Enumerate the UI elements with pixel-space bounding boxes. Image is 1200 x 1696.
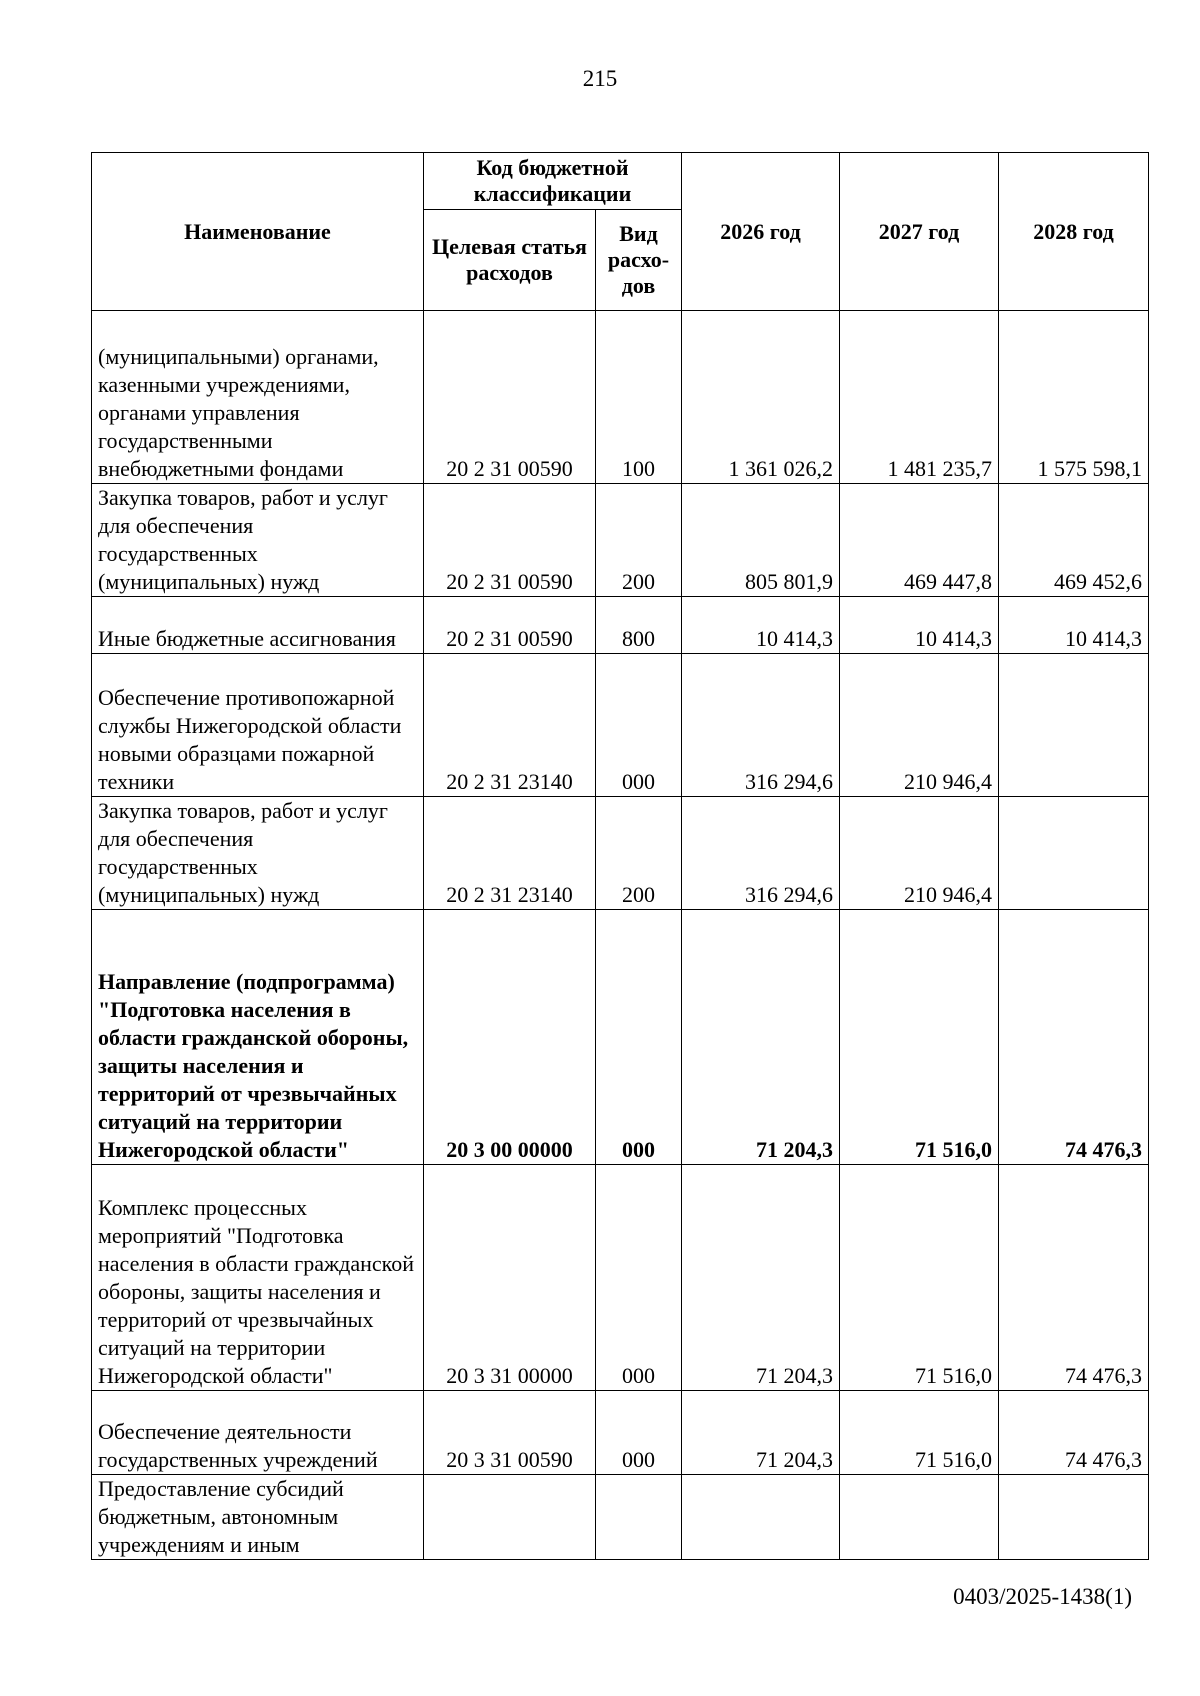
row-target-code: 20 2 31 00590	[424, 311, 596, 484]
row-value-2028	[999, 654, 1149, 797]
row-name: Комплекс процессных мероприятий "Подготовка населения в области гражданской обороны, защиты населения и территорий от чрезвычайных ситуаций на территории Нижегородской области"	[92, 1165, 424, 1391]
table-row	[92, 1391, 1149, 1475]
budget-table	[91, 152, 1149, 1560]
row-name: Иные бюджетные ассигнования	[92, 597, 424, 654]
table-row	[92, 654, 1149, 797]
row-expense-kind: 000	[596, 1165, 682, 1391]
row-target-code	[424, 1475, 596, 1560]
row-value-2028	[999, 1475, 1149, 1560]
row-expense-kind: 000	[596, 910, 682, 1165]
row-value-2028: 10 414,3	[999, 597, 1149, 654]
row-expense-kind: 800	[596, 597, 682, 654]
table-row	[92, 311, 1149, 484]
row-target-code: 20 2 31 23140	[424, 797, 596, 910]
row-value-2027: 71 516,0	[840, 1165, 999, 1391]
row-expense-kind: 000	[596, 1391, 682, 1475]
row-target-code: 20 3 31 00590	[424, 1391, 596, 1475]
table-row	[92, 797, 1149, 910]
header-code-group: Код бюджетной классификации	[424, 153, 682, 210]
header-expense-kind: Вид расхо- дов	[596, 210, 682, 311]
row-value-2026: 316 294,6	[682, 654, 840, 797]
row-target-code: 20 2 31 00590	[424, 597, 596, 654]
row-value-2028: 74 476,3	[999, 910, 1149, 1165]
table-row	[92, 1475, 1149, 1560]
document-registration-code: 0403/2025-1438(1)	[953, 1584, 1132, 1609]
row-expense-kind: 200	[596, 797, 682, 910]
row-value-2028: 469 452,6	[999, 484, 1149, 597]
row-name: Закупка товаров, работ и услуг для обеспечения государственных (муниципальных) нужд	[92, 797, 424, 910]
row-name: Обеспечение деятельности государственных учреждений	[92, 1391, 424, 1475]
table-row	[92, 484, 1149, 597]
table-row	[92, 597, 1149, 654]
header-year-2027: 2027 год	[840, 153, 999, 311]
header-target-article: Целевая статья расходов	[424, 210, 596, 311]
row-value-2026	[682, 1475, 840, 1560]
row-target-code: 20 2 31 23140	[424, 654, 596, 797]
row-value-2027: 210 946,4	[840, 797, 999, 910]
table-row	[92, 1165, 1149, 1391]
row-value-2026: 71 204,3	[682, 1391, 840, 1475]
row-value-2026: 316 294,6	[682, 797, 840, 910]
row-name: Предоставление субсидий бюджетным, автономным учреждениям и иным	[92, 1475, 424, 1560]
row-name: Направление (подпрограмма) "Подготовка населения в области гражданской обороны, защиты населения и территорий от чрезвычайных ситуаций на территории Нижегородской области"	[92, 910, 424, 1165]
header-name: Наименование	[92, 153, 424, 311]
header-year-2028: 2028 год	[999, 153, 1149, 311]
row-value-2026: 1 361 026,2	[682, 311, 840, 484]
row-value-2027: 210 946,4	[840, 654, 999, 797]
row-expense-kind: 100	[596, 311, 682, 484]
table-header-row	[92, 153, 1149, 210]
row-value-2026: 71 204,3	[682, 1165, 840, 1391]
row-value-2028: 1 575 598,1	[999, 311, 1149, 484]
row-value-2026: 10 414,3	[682, 597, 840, 654]
row-value-2027	[840, 1475, 999, 1560]
row-value-2027: 469 447,8	[840, 484, 999, 597]
row-name: (муниципальными) органами, казенными учреждениями, органами управления государственными внебюджетными фондами	[92, 311, 424, 484]
row-target-code: 20 3 31 00000	[424, 1165, 596, 1391]
row-value-2028: 74 476,3	[999, 1165, 1149, 1391]
row-value-2026: 805 801,9	[682, 484, 840, 597]
row-name: Обеспечение противопожарной службы Нижегородской области новыми образцами пожарной техники	[92, 654, 424, 797]
row-value-2026: 71 204,3	[682, 910, 840, 1165]
row-expense-kind: 000	[596, 654, 682, 797]
row-expense-kind: 200	[596, 484, 682, 597]
table-row	[92, 910, 1149, 1165]
row-value-2027: 10 414,3	[840, 597, 999, 654]
page-number: 215	[582, 66, 618, 91]
row-target-code: 20 3 00 00000	[424, 910, 596, 1165]
row-value-2028	[999, 797, 1149, 910]
row-target-code: 20 2 31 00590	[424, 484, 596, 597]
row-expense-kind	[596, 1475, 682, 1560]
row-value-2027: 1 481 235,7	[840, 311, 999, 484]
header-year-2026: 2026 год	[682, 153, 840, 311]
row-value-2027: 71 516,0	[840, 1391, 999, 1475]
row-value-2027: 71 516,0	[840, 910, 999, 1165]
row-value-2028: 74 476,3	[999, 1391, 1149, 1475]
row-name: Закупка товаров, работ и услуг для обеспечения государственных (муниципальных) нужд	[92, 484, 424, 597]
